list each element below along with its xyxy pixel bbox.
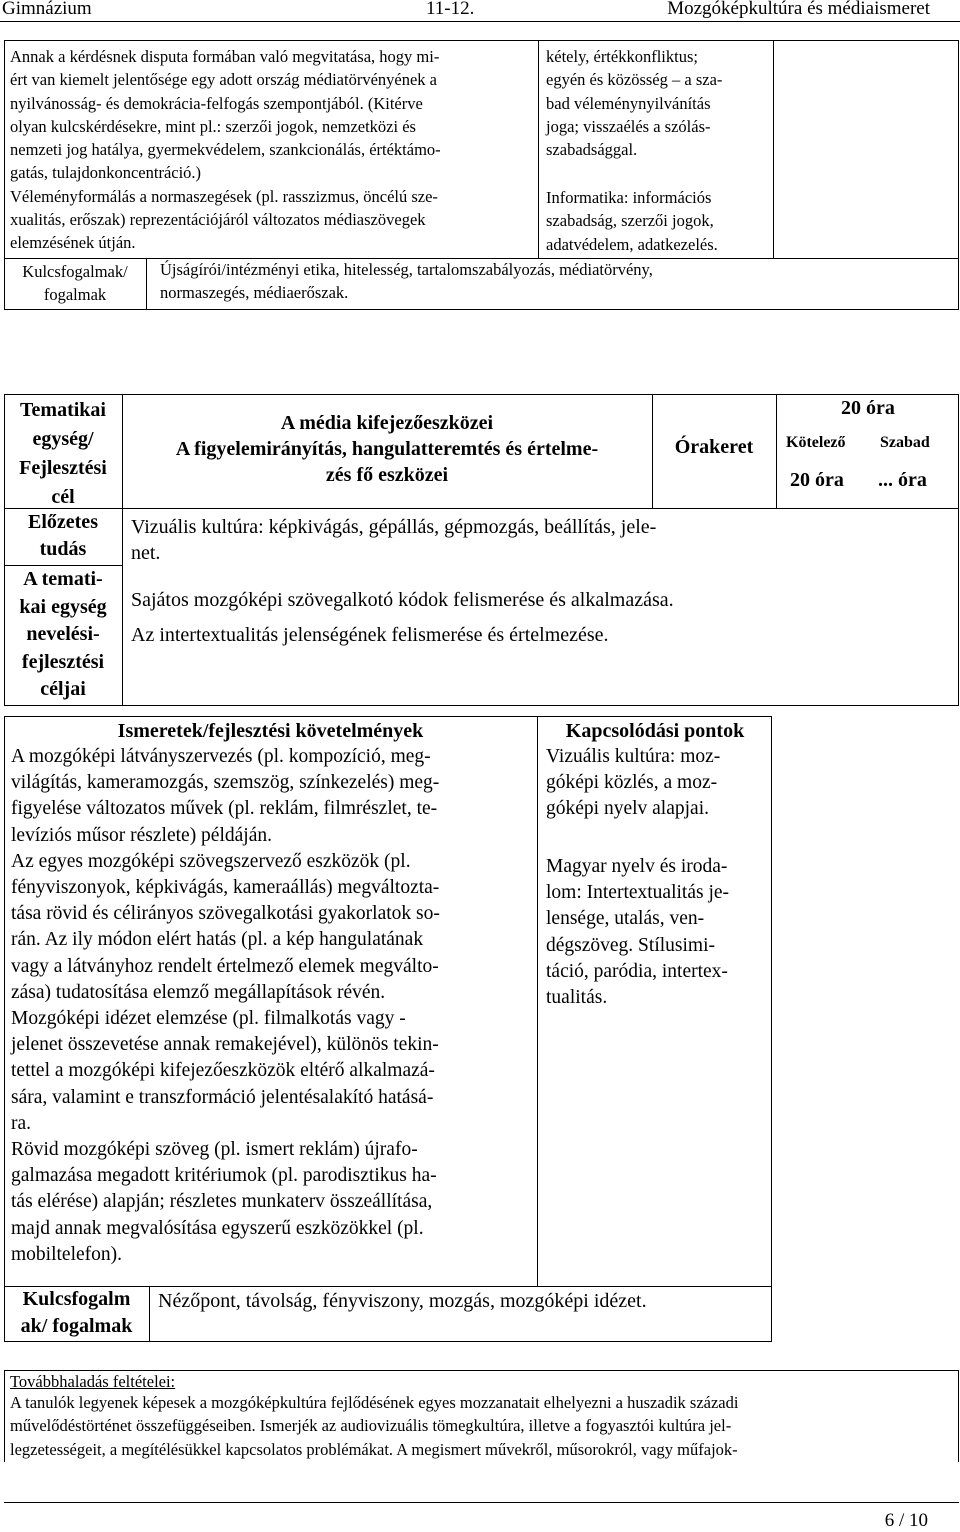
text-line: bad véleménynyilvánítás [546, 93, 711, 113]
text-line: majd annak megvalósítása egyszerű eszközökkel (pl. [11, 1217, 424, 1239]
text-line: nevelési- [26, 623, 100, 645]
footer-rule [4, 1502, 959, 1503]
top-right-text [546, 45, 722, 161]
top-key-text [160, 258, 653, 305]
text-line: ra. [11, 1112, 32, 1134]
text-line: A mozgóképi látványszervezés (pl. kompozíció, meg- [11, 746, 431, 767]
text-line: Az egyes mozgóképi szövegszervező eszközök (pl. [11, 850, 411, 872]
text-line: fogalmak [43, 285, 107, 305]
req-col-divider [537, 716, 538, 1286]
text-line: dégszöveg. Stílusimi- [546, 934, 715, 956]
req-right-text-1 [546, 744, 720, 823]
text-line: zása) tudatosítása elemző megállapítások révén. [11, 981, 386, 1003]
page-number: 6 / 10 [884, 1510, 928, 1531]
req-left-text [11, 744, 440, 1268]
req-key-label [4, 1286, 149, 1340]
top-table-col-divider-2 [773, 40, 774, 258]
hours-free: ... óra [878, 469, 927, 491]
text-line: jelenet összevetése annak remakejével), különös tekin- [11, 1034, 439, 1056]
text-line: tettel a mozgóképi kifejezőeszközök eltérő alkalmazá- [11, 1060, 435, 1082]
text-line: Informatika: információs [546, 188, 712, 207]
text-line: elemzésének útján. [10, 233, 136, 253]
text-line: góképi közlés, a moz- [546, 772, 718, 794]
text-line: ak/ fogalmak [20, 1315, 133, 1337]
text-line: világítás, kameramozgás, szemszög, színkezelés) meg- [11, 772, 440, 794]
text-line: góképi nyelv alapjai. [546, 798, 709, 820]
prereq-text [10, 1391, 738, 1461]
top-table-key-divider [146, 258, 147, 310]
text-line: Tematikai [20, 399, 106, 421]
text-line: sára, valamint e transzformáció jelentésalakító hatásá- [11, 1086, 434, 1108]
text-line: Kulcsfogalm [22, 1288, 131, 1310]
goals-text [131, 583, 674, 653]
text-line: xualitás, erőszak) reprezentációjáról változatos médiaszövegek [10, 210, 426, 230]
req-right-header: Kapcsolódási pontok [565, 720, 745, 742]
text-line: rán. Az ily módon elért hatás (pl. a kép hangulatának [11, 929, 424, 951]
prior-text [131, 514, 656, 566]
text-line: cél [51, 486, 75, 508]
text-line: egység/ [32, 428, 94, 450]
page-header [0, 0, 960, 22]
text-line: művelődéstörténet összefüggéseiben. Ismerjék az audiovizuális tömegkultúra, illetve a fogyasztói kultúra jel- [10, 1416, 732, 1436]
text-line: gatás, tulajdonkoncentráció.) [10, 163, 202, 183]
text-line: Véleményformálás a normaszegések (pl. rasszizmus, öncélú sze- [10, 186, 438, 206]
label-goals [4, 566, 122, 704]
text-line: fejlesztési [21, 650, 105, 673]
text-line: zés fő eszközei [325, 464, 449, 486]
prereq-title: Továbbhaladás feltételei: [10, 1372, 176, 1391]
label-unit [4, 396, 122, 512]
text-line: egyén és közösség – a sza- [546, 70, 723, 90]
text-line: A temati- [23, 568, 103, 590]
text-line: A tanulók legyenek képesek a mozgóképkultúra fejlődésének egyes mozzanatait elhelyezni a huszadik századi [10, 1393, 739, 1412]
text-line: Sajátos mozgóképi szövegalkotó kódok felismerése és alkalmazása. [131, 589, 674, 611]
hours-free-label: Szabad [880, 434, 930, 451]
unit-title [124, 409, 650, 490]
text-line: tualitás. [546, 987, 608, 1009]
text-line: nyilvánosság- és demokrácia-felfogás szempontjából. (Kitérve [10, 93, 423, 113]
top-left-text [10, 45, 441, 255]
text-line: net. [131, 542, 161, 565]
text-line: Magyar nyelv és iroda- [546, 856, 728, 877]
text-line: A figyelemirányítás, hangulatteremtés és értelme- [175, 438, 599, 460]
text-line: kétely, értékkonfliktus; [546, 47, 698, 66]
top-key-label [6, 260, 144, 307]
top-table-col-divider [538, 40, 539, 258]
text-line: galmazása megadott kritériumok (pl. parodisztikus ha- [11, 1165, 437, 1187]
header-grade: 11-12. [426, 0, 475, 19]
text-line: legzetességeit, a megítélésükkel kapcsolatos problémákat. A megismert művekről, műsorokról, vagy műfajok- [10, 1439, 738, 1459]
text-line: olyan kulcskérdésekre, mint pl.: szerzői jogok, nemzetközi és [10, 116, 416, 136]
text-line: Kulcsfogalmak/ [22, 262, 128, 281]
text-line: Előzetes [28, 511, 98, 533]
hours-mandatory: 20 óra [790, 469, 844, 491]
text-line: szabadsággal. [546, 140, 638, 160]
text-line: Fejlesztési [19, 457, 107, 479]
req-right-text-2 [546, 854, 729, 1011]
text-line: Újságírói/intézményi etika, hitelesség, tartalomszabályozás, médiatörvény, [160, 260, 653, 279]
text-line: lom: Intertextualitás je- [546, 882, 730, 904]
text-line: A média kifejezőeszközei [280, 412, 494, 434]
header-school: Gimnázium [2, 0, 92, 19]
text-line: céljai [40, 678, 86, 700]
text-line: Vizuális kultúra: képkivágás, gépállás, gépmozgás, beállítás, jele- [131, 516, 657, 538]
text-line: Rövid mozgóképi szöveg (pl. ismert reklám) újrafo- [11, 1139, 418, 1161]
hours-total: 20 óra [841, 397, 895, 419]
text-line: normaszegés, médiaerőszak. [160, 283, 349, 303]
top-right-text-2 [546, 186, 718, 256]
text-line: mobiltelefon). [11, 1243, 123, 1265]
req-key-divider [149, 1286, 150, 1342]
text-line: fényviszonyok, képkivágás, kameraállás) megváltozta- [11, 877, 440, 899]
text-line: tudás [39, 538, 87, 560]
text-line: nemzeti jog hatálya, gyermekvédelem, szankcionálás, értéktámo- [10, 140, 441, 160]
text-line: vagy a látványhoz rendelt értelmező elemek megválto- [11, 955, 439, 977]
text-line: levíziós műsor részlete) példáján. [11, 824, 272, 846]
label-prior [4, 508, 122, 564]
text-line: tása rövid és célirányos szövegalkotási gyakorlatok so- [11, 903, 440, 925]
text-line: Vizuális kultúra: moz- [546, 746, 721, 767]
text-line: adatvédelem, adatkezelés. [546, 234, 718, 254]
req-key-text: Nézőpont, távolság, fényviszony, mozgás, mozgóképi idézet. [158, 1290, 647, 1312]
text-line: táció, paródia, intertex- [546, 960, 728, 982]
text-line: Annak a kérdésnek disputa formában való megvitatása, hogy mi- [10, 47, 440, 66]
text-line: ért van kiemelt jelentősége egy adott ország médiatörvényének a [10, 70, 437, 90]
unit-label-divider [122, 394, 123, 706]
hours-mandatory-label: Kötelező [786, 434, 846, 451]
text-line: Mozgóképi idézet elemzése (pl. filmalkotás vagy - [11, 1008, 406, 1030]
text-line: lensége, utalás, ven- [546, 908, 705, 930]
text-line: szabadság, szerzői jogok, [546, 211, 714, 231]
text-line: Az intertextualitás jelenségének felismerése és értelmezése. [131, 624, 609, 646]
header-subject: Mozgóképkultúra és médiaismeret [667, 0, 930, 19]
req-left-header: Ismeretek/fejlesztési követelmények [117, 720, 424, 742]
text-line: figyelése változatos művek (pl. reklám, filmrészlet, te- [11, 798, 438, 820]
text-line: joga; visszaélés a szólás- [546, 116, 711, 136]
text-line: tás elérése) alapján; részletes munkaterv összeállítása, [11, 1191, 433, 1213]
text-line: kai egység [19, 595, 107, 618]
orakeret-label: Órakeret [674, 436, 754, 458]
unit-row-divider-1 [4, 508, 959, 509]
